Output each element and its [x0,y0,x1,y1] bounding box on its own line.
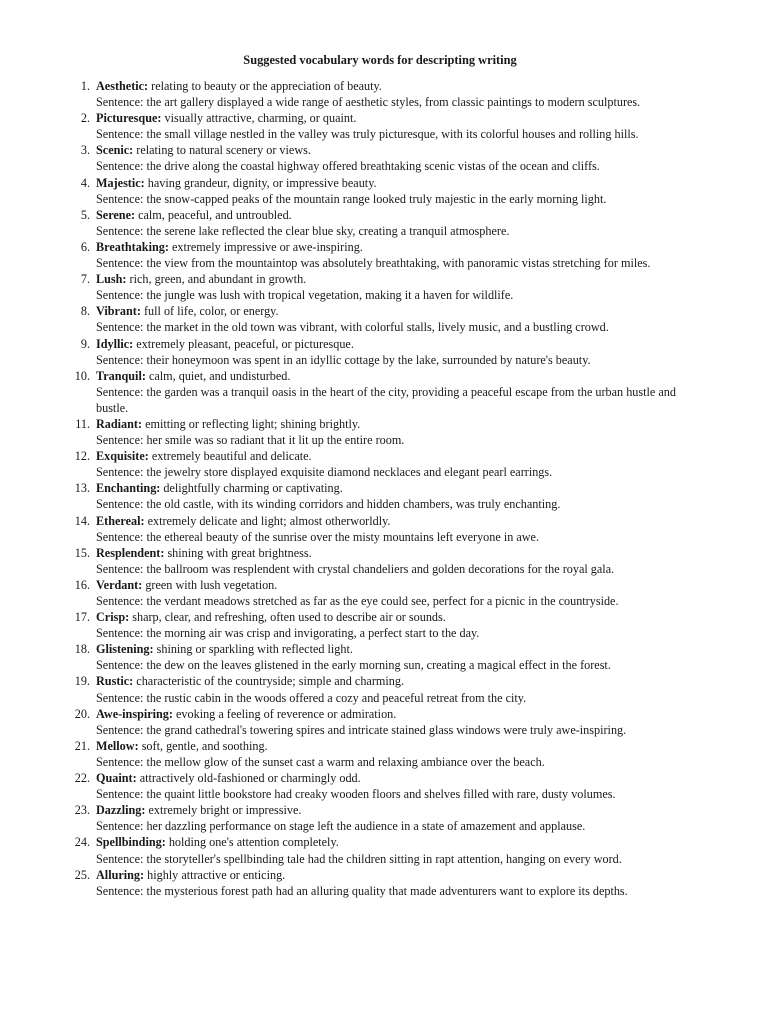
definition-line [96,480,706,496]
sentence-line [96,319,706,335]
sentence-prefix: Sentence: [96,883,144,898]
vocabulary-item [0,416,768,448]
item-number: 24. [74,835,90,850]
example-sentence: the art gallery displayed a wide range of aesthetic styles, from classic paintings to modern sculptures. [146,95,641,110]
vocabulary-term: Glistening: [96,642,154,657]
term-definition: characteristic of the countryside; simple and charming. [136,674,404,689]
example-sentence: the morning air was crisp and invigorating, a perfect start to the day. [146,626,480,641]
sentence-line [96,158,706,174]
item-number: 1. [80,79,90,93]
definition-line [96,448,706,464]
term-definition: extremely bright or impressive. [148,803,302,818]
vocabulary-list [0,78,768,899]
sentence-prefix: Sentence: [96,433,144,448]
example-sentence: the verdant meadows stretched as far as the eye could see, perfect for a picnic in the countryside. [146,594,619,608]
term-definition: shining with great brightness. [167,545,312,560]
definition-line [96,368,706,384]
definition-line [96,513,706,529]
sentence-prefix: Sentence: [96,690,144,705]
vocabulary-item [0,303,768,335]
example-sentence: the snow-capped peaks of the mountain range looked truly majestic in the early morning light. [146,191,607,206]
sentence-line [96,255,706,271]
sentence-line [96,690,706,706]
definition-line [96,673,706,689]
vocabulary-item [0,867,768,899]
example-sentence: the quaint little bookstore had creaky wooden floors and shelves filled with rare, dusty volumes. [146,787,616,802]
term-definition: extremely impressive or awe-inspiring. [171,239,363,254]
item-number: 21. [74,738,90,753]
item-number: 3. [80,143,90,158]
definition-line [96,78,706,94]
vocabulary-item [0,110,768,142]
vocabulary-term: Idyllic: [96,336,134,351]
vocabulary-term: Picturesque: [96,111,162,126]
sentence-line [96,287,706,303]
term-definition: calm, quiet, and undisturbed. [148,368,291,383]
definition-line [96,609,706,625]
sentence-line [96,625,706,641]
vocabulary-term: Aesthetic: [96,79,149,93]
definition-line [96,416,706,432]
term-definition: emitting or reflecting light; shining brightly. [145,416,361,431]
item-number: 19. [74,674,90,689]
example-sentence: the old castle, with its winding corridors and hidden chambers, was truly enchanting. [146,497,561,512]
example-sentence: the ethereal beauty of the sunrise over the misty mountains left everyone in awe. [146,529,540,544]
vocabulary-term: Breathtaking: [96,239,169,254]
vocabulary-term: Crisp: [96,610,130,625]
sentence-prefix: Sentence: [96,497,144,512]
term-definition: calm, peaceful, and untroubled. [138,207,292,222]
sentence-line [96,786,706,802]
sentence-prefix: Sentence: [96,658,144,673]
sentence-prefix: Sentence: [96,594,144,608]
item-number: 10. [74,368,90,383]
vocabulary-term: Dazzling: [96,803,146,818]
vocabulary-item [0,641,768,673]
definition-line [96,207,706,223]
vocabulary-term: Verdant: [96,577,143,592]
vocabulary-item [0,834,768,866]
example-sentence: the view from the mountaintop was absolutely breathtaking, with panoramic vistas stretching for miles. [146,256,651,271]
definition-line [96,303,706,319]
term-definition: relating to natural scenery or views. [136,143,311,158]
item-number: 11. [75,416,90,431]
definition-line [96,834,706,850]
definition-line [96,577,706,593]
vocabulary-term: Exquisite: [96,449,149,464]
sentence-prefix: Sentence: [96,787,144,802]
sentence-prefix: Sentence: [96,465,144,480]
sentence-line [96,722,706,738]
term-definition: evoking a feeling of reverence or admiration. [176,706,397,721]
term-definition: sharp, clear, and refreshing, often used to describe air or sounds. [132,610,446,625]
vocabulary-term: Awe-inspiring: [96,706,173,721]
example-sentence: the dew on the leaves glistened in the early morning sun, creating a magical effect in the forest. [146,658,611,673]
sentence-prefix: Sentence: [96,561,144,576]
vocabulary-item [0,609,768,641]
sentence-prefix: Sentence: [96,95,144,110]
definition-line [96,239,706,255]
sentence-line [96,94,706,110]
item-number: 2. [80,111,90,126]
vocabulary-item [0,239,768,271]
sentence-prefix: Sentence: [96,819,144,834]
item-number: 6. [80,239,90,254]
definition-line [96,867,706,883]
definition-line [96,802,706,818]
vocabulary-item [0,706,768,738]
term-definition: relating to beauty or the appreciation of beauty. [151,79,382,93]
sentence-prefix: Sentence: [96,626,144,641]
term-definition: attractively old-fashioned or charmingly odd. [139,771,361,786]
item-number: 16. [74,577,90,592]
vocabulary-item [0,207,768,239]
item-number: 17. [74,610,90,625]
sentence-prefix: Sentence: [96,754,144,769]
sentence-prefix: Sentence: [96,288,144,303]
vocabulary-term: Tranquil: [96,368,146,383]
term-definition: extremely pleasant, peaceful, or picturesque. [136,336,354,351]
sentence-line [96,191,706,207]
example-sentence: the mysterious forest path had an alluring quality that made adventurers want to explore its depths. [146,883,628,898]
definition-line [96,336,706,352]
vocabulary-item [0,271,768,303]
definition-line [96,770,706,786]
vocabulary-term: Radiant: [96,416,143,431]
definition-line [96,175,706,191]
vocabulary-item [0,175,768,207]
sentence-prefix: Sentence: [96,529,144,544]
vocabulary-item [0,368,768,416]
item-number: 22. [74,771,90,786]
sentence-line [96,851,706,867]
sentence-line [96,529,706,545]
vocabulary-item [0,738,768,770]
sentence-prefix: Sentence: [96,320,144,335]
item-number: 25. [74,867,90,882]
sentence-line [96,223,706,239]
sentence-prefix: Sentence: [96,191,144,206]
term-definition: extremely delicate and light; almost otherworldly. [147,513,391,528]
example-sentence: the garden was a tranquil oasis in the heart of the city, providing a peaceful escape from the urban hustle and bustle. [96,384,676,415]
sentence-line [96,561,706,577]
vocabulary-item [0,142,768,174]
term-definition: holding one's attention completely. [168,835,339,850]
item-number: 18. [74,642,90,657]
sentence-line [96,754,706,770]
term-definition: green with lush vegetation. [145,577,278,592]
sentence-line [96,384,706,416]
sentence-line [96,126,706,142]
vocabulary-term: Majestic: [96,175,145,190]
definition-line [96,110,706,126]
vocabulary-item [0,770,768,802]
sentence-prefix: Sentence: [96,352,144,367]
item-number: 20. [74,706,90,721]
term-definition: full of life, color, or energy. [143,304,279,319]
sentence-line [96,593,706,609]
term-definition: shining or sparkling with reflected light. [156,642,353,657]
vocabulary-item [0,78,768,110]
item-number: 15. [74,545,90,560]
vocabulary-term: Ethereal: [96,513,145,528]
sentence-prefix: Sentence: [96,256,144,271]
vocabulary-item [0,802,768,834]
item-number: 5. [80,207,90,222]
term-definition: rich, green, and abundant in growth. [129,272,307,287]
vocabulary-term: Scenic: [96,143,134,158]
sentence-prefix: Sentence: [96,722,144,737]
vocabulary-term: Rustic: [96,674,134,689]
sentence-line [96,883,706,899]
term-definition: visually attractive, charming, or quaint. [164,111,357,126]
definition-line [96,142,706,158]
vocabulary-item [0,673,768,705]
term-definition: delightfully charming or captivating. [163,481,343,496]
example-sentence: the ballroom was resplendent with crystal chandeliers and golden decorations for the royal gala. [146,561,615,576]
vocabulary-item [0,336,768,368]
vocabulary-term: Alluring: [96,867,145,882]
vocabulary-term: Serene: [96,207,136,222]
vocabulary-term: Vibrant: [96,304,141,319]
sentence-line [96,432,706,448]
vocabulary-term: Resplendent: [96,545,165,560]
vocabulary-term: Mellow: [96,738,139,753]
item-number: 23. [74,803,90,818]
sentence-line [96,464,706,480]
item-number: 7. [80,272,90,287]
definition-line [96,641,706,657]
definition-line [96,738,706,754]
vocabulary-term: Spellbinding: [96,835,166,850]
vocabulary-term: Enchanting: [96,481,161,496]
term-definition: soft, gentle, and soothing. [141,738,268,753]
example-sentence: the rustic cabin in the woods offered a cozy and peaceful retreat from the city. [146,690,527,705]
definition-line [96,706,706,722]
example-sentence: the jungle was lush with tropical vegetation, making it a haven for wildlife. [146,288,514,303]
item-number: 9. [80,336,90,351]
definition-line [96,545,706,561]
vocabulary-item [0,577,768,609]
example-sentence: the small village nestled in the valley was truly picturesque, with its colorful houses and rolling hills. [146,127,639,142]
example-sentence: her smile was so radiant that it lit up the entire room. [146,433,405,448]
document-title: Suggested vocabulary words for descripting writing [243,53,517,67]
example-sentence: the market in the old town was vibrant, with colorful stalls, lively music, and a bustling crowd. [146,320,609,335]
term-definition: having grandeur, dignity, or impressive beauty. [147,175,377,190]
vocabulary-item [0,513,768,545]
vocabulary-item [0,480,768,512]
example-sentence: the grand cathedral's towering spires and intricate stained glass windows were truly awe-inspiring. [146,722,627,737]
sentence-line [96,657,706,673]
example-sentence: the storyteller's spellbinding tale had the children sitting in rapt attention, hanging on every word. [146,851,622,866]
example-sentence: their honeymoon was spent in an idyllic cottage by the lake, surrounded by nature's beauty. [146,352,591,367]
vocabulary-item [0,448,768,480]
definition-line [96,271,706,287]
example-sentence: the jewelry store displayed exquisite diamond necklaces and elegant pearl earrings. [146,465,553,480]
sentence-line [96,496,706,512]
term-definition: highly attractive or enticing. [147,867,286,882]
item-number: 13. [74,481,90,496]
sentence-line [96,352,706,368]
sentence-prefix: Sentence: [96,127,144,142]
item-number: 4. [80,175,90,190]
item-number: 12. [74,449,90,464]
sentence-prefix: Sentence: [96,159,144,174]
sentence-prefix: Sentence: [96,384,144,399]
item-number: 14. [74,513,90,528]
item-number: 8. [80,304,90,319]
sentence-prefix: Sentence: [96,851,144,866]
sentence-prefix: Sentence: [96,223,144,238]
vocabulary-term: Quaint: [96,771,137,786]
example-sentence: the mellow glow of the sunset cast a warm and relaxing ambiance over the beach. [146,754,545,769]
vocabulary-term: Lush: [96,272,127,287]
example-sentence: her dazzling performance on stage left the audience in a state of amazement and applause. [146,819,586,834]
sentence-line [96,818,706,834]
term-definition: extremely beautiful and delicate. [151,449,312,464]
vocabulary-item [0,545,768,577]
example-sentence: the drive along the coastal highway offered breathtaking scenic vistas of the ocean and cliffs. [146,159,600,174]
example-sentence: the serene lake reflected the clear blue sky, creating a tranquil atmosphere. [146,223,510,238]
